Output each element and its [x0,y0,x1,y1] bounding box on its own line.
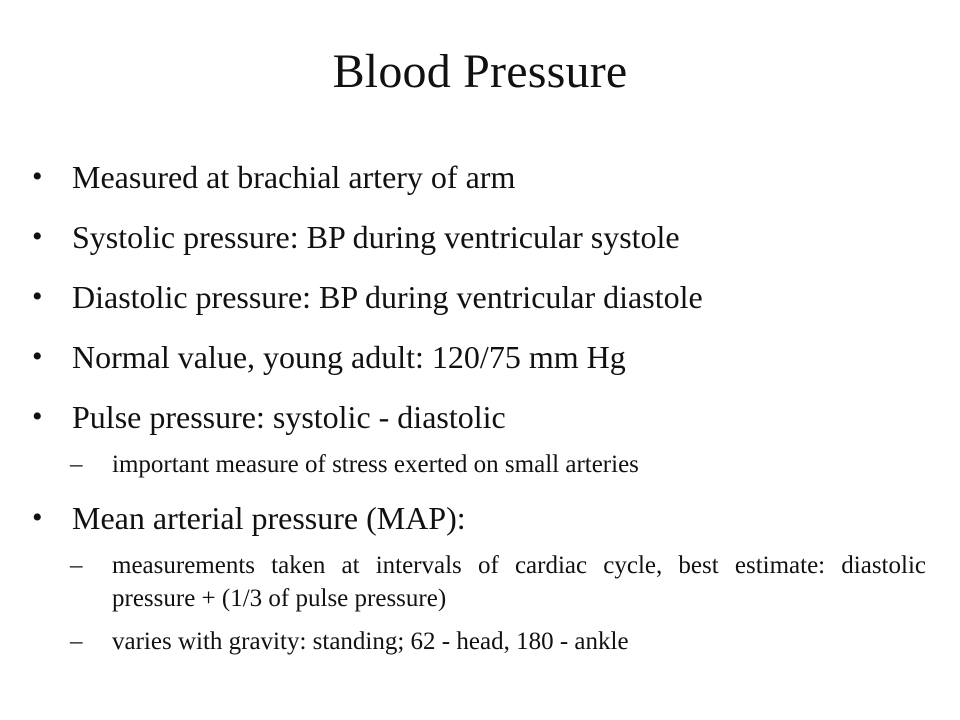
subbullet-item-map-2 [70,625,926,658]
bullet-item-4 [26,334,926,380]
subbullet-item-pulse-1 [70,448,926,481]
bullet-marker: • [32,280,43,313]
subbullet-marker: – [70,451,83,478]
bullet-marker: • [32,160,43,193]
bullet-item-1 [26,154,926,200]
bullet-text: Mean arterial pressure (MAP): [72,500,466,536]
subbullet-text: measurements taken at intervals of cardiac cycle, best estimate: diastolic pressure + (1/3 of pulse pressure) [112,552,926,612]
bullet-marker: • [32,400,43,433]
bullet-text: Diastolic pressure: BP during ventricular diastole [72,279,703,315]
slide-content [26,154,926,672]
bullet-text: Pulse pressure: systolic - diastolic [72,399,506,435]
bullet-text: Systolic pressure: BP during ventricular systole [72,219,680,255]
subbullet-marker: – [70,552,83,579]
bullet-item-5 [26,394,926,440]
subbullet-text: varies with gravity: standing; 62 - head, 180 - ankle [112,628,629,655]
subbullet-marker: – [70,628,83,655]
bullet-marker: • [32,501,43,534]
bullet-text: Normal value, young adult: 120/75 mm Hg [72,339,626,375]
bullet-item-2 [26,214,926,260]
bullet-item-6 [26,495,926,541]
bullet-marker: • [32,220,43,253]
bullet-item-3 [26,274,926,320]
bullet-text: Measured at brachial artery of arm [72,159,516,195]
subbullet-text: important measure of stress exerted on small arteries [112,451,639,478]
bullet-marker: • [32,340,43,373]
subbullet-item-map-1 [70,549,926,615]
slide-title: Blood Pressure [332,45,628,98]
